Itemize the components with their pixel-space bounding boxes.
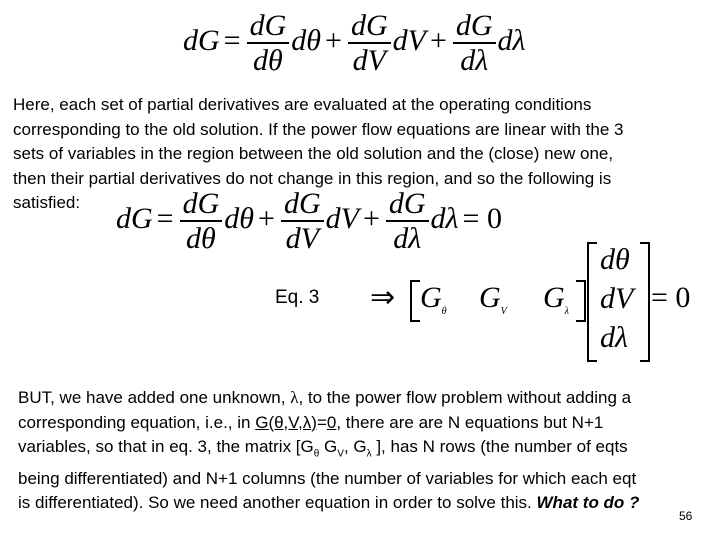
eq2-frac-v: $\frac{dG}{dV}$	[281, 188, 324, 255]
paragraph-2-line-2: corresponding equation, i.e., in G(θ,V,λ)=0, there are are N equations but N+1	[18, 412, 604, 432]
column-vector-bracket-left	[587, 242, 597, 362]
eq1-equals: =	[223, 24, 241, 58]
paragraph-1-line: Here, each set of partial derivatives are evaluated at the operating conditions	[13, 95, 592, 114]
equation-2	[116, 188, 506, 255]
eq2-diff-lambda: dλ	[430, 202, 459, 236]
paragraph-2	[18, 386, 639, 516]
eq1-diff-v: dV	[392, 24, 426, 58]
eq2-diff-theta: dθ	[224, 202, 255, 236]
paragraph-1-line: sets of variables in the region between the old solution and the (close) new one,	[13, 144, 614, 163]
eq2-frac-theta: $\frac{dG}{d\theta}$	[180, 188, 223, 255]
row-vector-g-lambda: $G_\lambda$	[543, 281, 570, 317]
eq1-plus-2: +	[429, 24, 447, 58]
eq2-lhs: dG	[116, 202, 153, 236]
row-vector-g-v: $G_V$	[479, 281, 507, 317]
row-vector-bracket-right	[576, 280, 586, 322]
column-dv: dV	[600, 282, 634, 315]
implies-arrow: ⇒	[370, 280, 396, 315]
eq2-rhs: = 0	[462, 202, 502, 236]
eq2-plus-2: +	[362, 202, 380, 236]
column-dlambda: dλ	[600, 321, 628, 354]
paragraph-2-line-4: being differentiated) and N+1 columns (the number of variables for which each eqt	[18, 468, 637, 488]
eq1-diff-theta: dθ	[291, 24, 322, 58]
paragraph-1-line: satisfied:	[13, 193, 81, 212]
eq1-frac-lambda: $\frac{dG}{d\lambda}$	[453, 10, 496, 77]
paragraph-2-line-5: is differentiated). So we need another equation in order to solve this. What to do ?	[18, 493, 640, 513]
eq3-rhs: = 0	[651, 281, 691, 314]
equation-1	[183, 10, 526, 77]
paragraph-1-line: then their partial derivatives do not change in this region, and so the following is	[13, 168, 612, 188]
column-vector-bracket-right	[640, 242, 650, 362]
eq1-lhs: dG	[183, 24, 220, 58]
page-number: 56	[679, 509, 693, 523]
eq2-equals: =	[156, 202, 174, 236]
eq1-diff-lambda: dλ	[497, 24, 526, 58]
row-vector-g-theta: $G_\theta$	[420, 281, 447, 317]
eq2-frac-lambda: $\frac{dG}{d\lambda}$	[386, 188, 429, 255]
paragraph-2-line-1: BUT, we have added one unknown, λ, to the power flow problem without adding a	[18, 388, 632, 407]
eq3-label: Eq. 3	[275, 287, 320, 308]
eq2-plus-1: +	[258, 202, 275, 236]
eq1-frac-v: $\frac{dG}{dV}$	[348, 10, 391, 77]
eq1-plus-1: +	[325, 24, 342, 58]
row-vector-bracket-left	[410, 280, 420, 322]
column-vector	[600, 240, 633, 357]
paragraph-1-line: corresponding to the old solution. If the power flow equations are linear with the 3	[13, 119, 624, 139]
column-dtheta: dθ	[600, 243, 630, 276]
eq1-frac-theta: $\frac{dG}{d\theta}$	[247, 10, 290, 77]
paragraph-2-line-3: variables, so that in eq. 3, the matrix [$G_\theta$ $G_V$, $G_\lambda$ ], has N rows (the number of eqts	[18, 437, 628, 460]
eq2-diff-v: dV	[325, 202, 359, 236]
